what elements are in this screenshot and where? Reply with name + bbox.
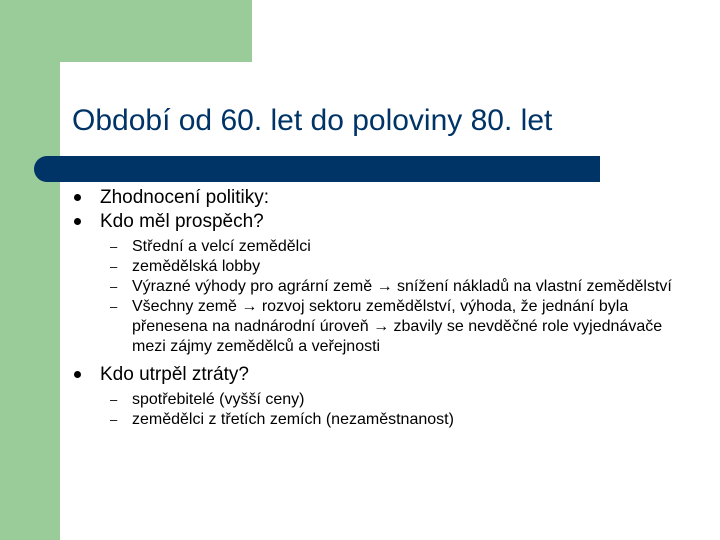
bullet-text: Zhodnocení politiky: (100, 187, 269, 208)
bullet-list (74, 186, 674, 430)
sub-item (74, 297, 674, 357)
sub-item (74, 390, 674, 410)
dash-icon: – (110, 239, 118, 254)
title-underline-bar (34, 156, 600, 182)
slide-title: Období od 60. let do poloviny 80. let (72, 104, 553, 137)
sub-item-text: Střední a velcí zemědělci (132, 238, 311, 255)
dash-icon: – (110, 412, 118, 427)
sub-item-text: zemědělská lobby (132, 258, 261, 275)
dash-icon: – (110, 279, 118, 294)
sub-list-container (74, 390, 674, 430)
sub-item-text: Všechny země → rozvoj sektoru zemědělství, výhoda, že jednání byla přenesena na nadnárodní úroveň → zbavily se nevděčné role vyjednávače mezi zájmy zemědělců a veřejnosti (132, 298, 663, 355)
dash-icon: – (110, 299, 118, 314)
bullet-text: Kdo utrpěl ztráty? (100, 364, 249, 385)
dash-icon: – (110, 259, 118, 274)
slide-content (74, 186, 674, 430)
bullet-item (74, 186, 674, 210)
bullet-dot-icon (74, 218, 81, 225)
bullet-dot-icon (74, 371, 81, 378)
sub-list-container (74, 237, 674, 357)
bullet-dot-icon (74, 194, 81, 201)
sub-item (74, 257, 674, 277)
sub-list (74, 390, 674, 430)
bullet-item (74, 363, 674, 387)
sub-item (74, 237, 674, 257)
decor-green-left (0, 0, 60, 540)
bullet-text: Kdo měl prospěch? (100, 211, 264, 232)
sub-item-text: spotřebitelé (vyšší ceny) (132, 391, 305, 408)
bullet-item (74, 210, 674, 234)
sub-item (74, 277, 674, 297)
sub-item (74, 410, 674, 430)
sub-list (74, 237, 674, 357)
dash-icon: – (110, 392, 118, 407)
sub-item-text: Výrazné výhody pro agrární země → snížení nákladů na vlastní zemědělství (132, 278, 672, 295)
sub-item-text: zemědělci z třetích zemích (nezaměstnanost) (132, 411, 454, 428)
